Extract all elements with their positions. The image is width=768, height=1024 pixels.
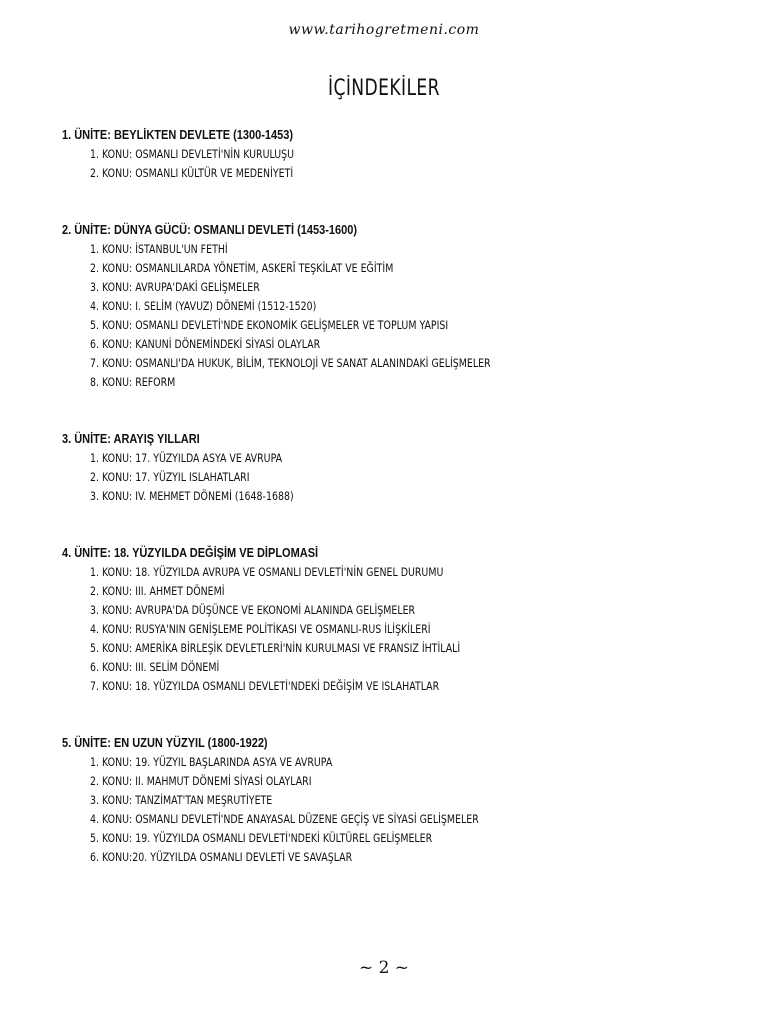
lesson-item: 1. KONU: OSMANLI DEVLETİ'NİN KURULUŞU [90,147,295,161]
lesson-item: 1. KONU: İSTANBUL'UN FETHİ [90,242,228,256]
lesson-item: 5. KONU: 19. YÜZYILDA OSMANLI DEVLETİ'NDEKİ KÜLTÜREL GELİŞMELER [90,831,433,845]
unit-title: 1. ÜNİTE: BEYLİKTEN DEVLETE (1300-1453) [62,128,294,142]
unit-title: 4. ÜNİTE: 18. YÜZYILDA DEĞİŞİM VE DİPLOMASİ [62,546,319,560]
lesson-item: 2. KONU: III. AHMET DÖNEMİ [90,584,225,598]
unit-title: 5. ÜNİTE: EN UZUN YÜZYIL (1800-1922) [62,736,268,750]
website-url[interactable]: www.tarihogretmeni.com [288,22,480,38]
lesson-list [62,753,722,867]
lesson-item: 3. KONU: AVRUPA'DA DÜŞÜNCE VE EKONOMİ ALANINDA GELİŞMELER [90,603,416,617]
lesson-item: 4. KONU: I. SELİM (YAVUZ) DÖNEMİ (1512-1520) [90,299,317,313]
lesson-list [62,145,722,183]
lesson-item: 4. KONU: OSMANLI DEVLETİ'NDE ANAYASAL DÜZENE GEÇİŞ VE SİYASİ GELİŞMELER [90,812,479,826]
lesson-item: 7. KONU: OSMANLI'DA HUKUK, BİLİM, TEKNOLOJİ VE SANAT ALANINDAKİ GELİŞMELER [90,356,491,370]
lesson-list [62,563,722,696]
unit-section [62,126,722,183]
unit-section [62,734,722,867]
lesson-item: 3. KONU: IV. MEHMET DÖNEMİ (1648-1688) [90,489,294,503]
lesson-item: 1. KONU: 18. YÜZYILDA AVRUPA VE OSMANLI DEVLETİ'NİN GENEL DURUMU [90,565,444,579]
unit-section [62,221,722,392]
lesson-item: 6. KONU:20. YÜZYILDA OSMANLI DEVLETİ VE SAVAŞLAR [90,850,353,864]
unit-section [62,430,722,506]
lesson-item: 2. KONU: OSMANLILARDA YÖNETİM, ASKERÎ TEŞKİLAT VE EĞİTİM [90,261,394,275]
unit-title: 2. ÜNİTE: DÜNYA GÜCÜ: OSMANLI DEVLETİ (1453-1600) [62,223,358,237]
lesson-item: 3. KONU: TANZİMAT'TAN MEŞRUTİYETE [90,793,273,807]
lesson-item: 6. KONU: KANUNİ DÖNEMİNDEKİ SİYASİ OLAYLAR [90,337,321,351]
table-of-contents [62,126,722,905]
page-title: İÇİNDEKİLER [328,76,440,101]
unit-title: 3. ÜNİTE: ARAYIŞ YILLARI [62,432,200,446]
lesson-item: 2. KONU: II. MAHMUT DÖNEMİ SİYASİ OLAYLARI [90,774,312,788]
lesson-item: 5. KONU: OSMANLI DEVLETİ'NDE EKONOMİK GELİŞMELER VE TOPLUM YAPISI [90,318,449,332]
lesson-item: 3. KONU: AVRUPA'DAKİ GELİŞMELER [90,280,260,294]
lesson-item: 7. KONU: 18. YÜZYILDA OSMANLI DEVLETİ'NDEKİ DEĞİŞİM VE ISLAHATLAR [90,679,440,693]
lesson-list [62,449,722,506]
unit-section [62,544,722,696]
lesson-item: 4. KONU: RUSYA'NIN GENİŞLEME POLİTİKASI VE OSMANLI-RUS İLİŞKİLERİ [90,622,431,636]
lesson-item: 5. KONU: AMERİKA BİRLEŞİK DEVLETLERİ'NİN KURULMASI VE FRANSIZ İHTİLALİ [90,641,461,655]
lesson-item: 1. KONU: 17. YÜZYILDA ASYA VE AVRUPA [90,451,283,465]
page-number: ~ 2 ~ [358,958,410,978]
lesson-list [62,240,722,392]
lesson-item: 6. KONU: III. SELİM DÖNEMİ [90,660,220,674]
lesson-item: 2. KONU: OSMANLI KÜLTÜR VE MEDENİYETİ [90,166,294,180]
lesson-item: 1. KONU: 19. YÜZYIL BAŞLARINDA ASYA VE AVRUPA [90,755,333,769]
lesson-item: 2. KONU: 17. YÜZYIL ISLAHATLARI [90,470,250,484]
lesson-item: 8. KONU: REFORM [90,375,176,389]
